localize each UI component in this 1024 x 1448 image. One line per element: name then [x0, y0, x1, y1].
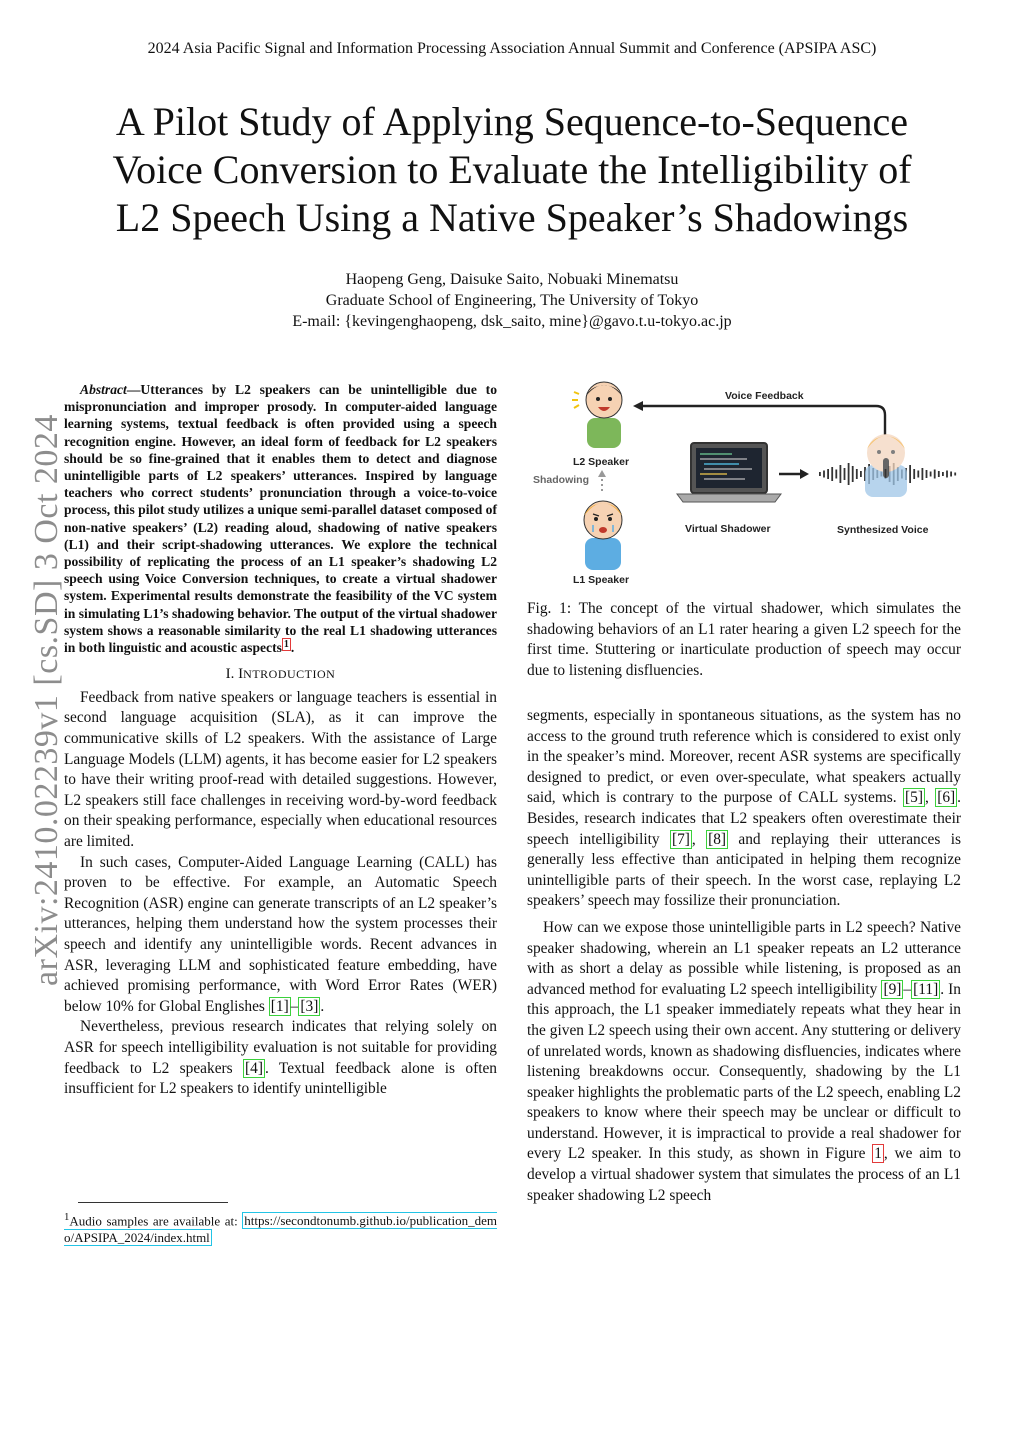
waveform-bar	[938, 471, 940, 477]
footnote-divider	[78, 1202, 228, 1203]
abstract-dash: —	[126, 382, 141, 397]
intro-paragraph-2: In such cases, Computer-Aided Language Learning (CALL) has proven to be effective. For example, an Automatic Speech Recognition (ASR) engine can generate transcripts of an L2 speaker’s utterances, helping them understand how the system processes their speech and identify any unintelligible words. Recent advances in ASR, leveraging LLM and sophisticated feature embedding, have achieved promising performance, with Word Error Rates (WER) below 10% for Global Englishes [1] – [3] .	[64, 853, 497, 1015]
arxiv-id: arXiv:2410.02239v1 [cs.SD] 3 Oct 2024	[28, 414, 65, 986]
author-block	[0, 269, 1024, 332]
section-heading-introduction: I. INTRODUCTION	[225, 666, 336, 683]
waveform-bar	[909, 465, 911, 483]
citation-link[interactable]: [4]	[245, 1059, 263, 1077]
left-column	[64, 381, 497, 1100]
waveform-bar	[860, 471, 862, 477]
fig-label-l2-speaker: L2 Speaker	[573, 456, 630, 468]
l2-speaker-illustration	[572, 382, 622, 448]
synthesized-voice-illustration	[865, 434, 907, 497]
conference-header: 2024 Asia Pacific Signal and Information Processing Association Annual Summit and Conference (APSIPA ASC)	[147, 40, 877, 57]
waveform-bar	[913, 469, 915, 479]
right-column	[527, 706, 961, 1206]
waveform-bar	[827, 469, 829, 479]
waveform-bar	[942, 472, 944, 476]
waveform-bar	[835, 470, 837, 479]
waveform-bar	[922, 468, 924, 480]
title-line-1: A Pilot Study of Applying Sequence-to-Sequence	[115, 99, 909, 144]
l1-speaker-illustration	[584, 501, 622, 570]
figure-1-diagram	[527, 370, 961, 590]
citation-link[interactable]: [9]	[883, 980, 902, 998]
figure-ref-link[interactable]: 1	[874, 1145, 882, 1163]
citation-link[interactable]: [8]	[708, 830, 727, 848]
waveform-bar	[946, 471, 948, 478]
abstract: Abstract—Utterances by L2 speakers can be unintelligible due to mispronunciation and improper prosody. In computer-aided language learning systems, textual feedback is often provided using a speech recognition engine. However, an ideal form of feedback for L2 speakers should be so fine-grained that it enables them to detect and diagnose unintelligible parts of L2 speakers’ utterances. Inspired by language teachers who correct students’ pronunciation through a voice-to-voice process, this pilot study utilizes a unique semi-parallel dataset composed of non-native speakers’ (L2) reading aloud, shadowing of native speakers (L1) and their script-shadowing utterances. We explore the technical possibility of replicating the process of an L1 speaker’s shadowing L2 speech using Voice Conversion techniques, to create a virtual shadower system. Experimental results demonstrate the feasibility of the VC system in simulating L1’s shadowing behavior. The output of the virtual shadower system shows a reasonable similarity to the real L1 shadowing utterances in both linguistic and acoustic aspects $^1$ .	[64, 382, 497, 656]
fig-label-l1-speaker: L1 Speaker	[573, 574, 630, 586]
author-email: E-mail: {kevingenghaopeng, dsk_saito, mine}@gavo.t.u-tokyo.ac.jp	[292, 313, 732, 330]
waveform-bar	[840, 465, 842, 483]
waveform-bar	[917, 471, 919, 478]
waveform-bar	[926, 470, 928, 478]
citation-link[interactable]: [1]	[270, 997, 289, 1015]
citation-link[interactable]: [6]	[937, 789, 956, 807]
citation-link[interactable]: [3]	[300, 997, 319, 1015]
author-affiliation: Graduate School of Engineering, The University of Tokyo	[325, 292, 699, 309]
waveform-bar	[823, 471, 825, 478]
laptop-icon	[677, 443, 781, 502]
footnote-ref-link[interactable]: 1	[283, 638, 289, 650]
waveform-bar	[954, 473, 956, 476]
fig-label-synthesized-voice: Synthesized Voice	[837, 524, 929, 536]
figure-1-caption: Fig. 1: The concept of the virtual shadower, which simulates the shadowing behaviors of an L1 rater hearing a given L2 speech for the first time. Stuttering or inarticulate production of speech may occur due to listening disfluencies.	[527, 600, 961, 679]
output-arrow	[779, 469, 809, 479]
shadowing-arrow	[598, 470, 606, 492]
citation-link[interactable]: [5]	[905, 789, 923, 807]
intro-paragraph-3: Nevertheless, previous research indicates that relying solely on ASR for speech intelligibility evaluation is not suitable for providing feedback to L2 speakers [4] . Textual feedback alone is often insufficient for L2 speakers to identify unintelligible	[64, 1018, 497, 1098]
right-paragraph-2: How can we expose those unintelligible parts in L2 speech? Native speaker shadowing, wherein an L1 speaker repeats an L2 utterance with as short a delay as possible while listening, is proposed as an advanced method for evaluating L2 speech intelligibility [9] – [11] . In this approach, the L1 speaker immediately repeats what they hear in the given L2 speech using their own accent. Any stuttering or delivery of unrelated words, known as shadowing disfluencies, indicates where listening breakdowns occur. Consequently, shadowing by the L1 speaker highlights the problematic parts of the L2 speech, enabling L2 speakers to know where their speech may be unclear or difficult to understand. However, it is impractical to provide a real shadower for every L2 speaker. In this study, as shown in Figure 1 , we aim to develop a virtual shadower system that simulates the process of an L1 speaker shadowing L2 speech	[527, 918, 962, 1204]
waveform-bar	[831, 467, 833, 481]
title-line-3: L2 Speech Using a Native Speaker’s Shadowings	[115, 195, 909, 240]
waveform-bar	[950, 472, 952, 477]
figure-1	[527, 370, 961, 590]
title-line-2: Voice Conversion to Evaluate the Intelligibility of	[112, 147, 912, 192]
waveform-bar	[934, 470, 936, 479]
paper-title	[60, 98, 964, 242]
footnote-mark: 1	[64, 1211, 70, 1223]
citation-link[interactable]: [7]	[671, 830, 690, 848]
waveform-bar	[844, 468, 846, 480]
fig-label-shadowing: Shadowing	[533, 474, 589, 486]
audio-samples-link[interactable]: https://secondtonumb.github.io/publication_demo/APSIPA_2024/index.html	[64, 1213, 497, 1246]
waveform-bar	[819, 472, 821, 476]
waveform-bar	[856, 469, 858, 479]
right-paragraph-1: segments, especially in spontaneous situations, as the system has no access to the ground truth reference which is considered to exist only in the speaker’s mind. Moreover, recent ASR systems are specifically designed to predict, or even over-speculate, what speakers actually said, which is contrary to the purpose of CALL systems. [5] , [6] . Besides, research indicates that L2 speakers often overestimate their speech intelligibility [7] , [8] and replaying their utterances is generally less effective than anticipated in helping them recognize unintelligible parts of their speech. In the worst case, replaying L2 speakers’ speech may fossilize their pronunciation.	[527, 707, 961, 910]
abstract-label: Abstract	[80, 382, 127, 397]
intro-paragraph-1: Feedback from native speakers or language teachers is essential in second language acquisition (SLA), as it can improve the communicative skills of L2 speakers. With the assistance of Large Language Models (LLM) agents, it has become easier for L2 speakers to have their writing proof-read with detailed suggestions. However, L2 speakers still face challenges in receiving word-by-word feedback on their speaking performance, especially when educational resources are limited.	[64, 688, 497, 850]
voice-feedback-arrow	[633, 401, 885, 435]
waveform-bar	[930, 472, 932, 477]
fig-label-virtual-shadower: Virtual Shadower	[685, 523, 771, 535]
waveform-bar	[848, 463, 850, 485]
author-names: Haopeng Geng, Daisuke Saito, Nobuaki Minematsu	[345, 271, 679, 288]
abstract-text: Utterances by L2 speakers can be unintelligible due to mispronunciation and improper prosody. In computer-aided language learning systems, textual feedback is often provided using a speech recognition engine. However, an ideal form of feedback for L2 speakers should be so fine-grained that it enables them to detect and diagnose unintelligible parts of L2 speakers’ utterances. Inspired by language teachers who correct students’ pronunciation through a voice-to-voice process, this pilot study utilizes a unique semi-parallel dataset composed of non-native speakers’ (L2) reading aloud, shadowing of native speakers (L1) and their script-shadowing utterances. We explore the technical possibility of replicating the process of an L1 speaker’s shadowing L2 speech using Voice Conversion techniques, to create a virtual shadower system. Experimental results demonstrate the feasibility of the VC system in simulating L1’s shadowing behavior. The output of the virtual shadower system shows a reasonable similarity to the real L1 shadowing utterances in both linguistic and acoustic aspects	[64, 382, 497, 656]
waveform-bar	[852, 466, 854, 482]
footnote: $^1$Audio samples are available at: https://secondtonumb.github.io/publication_demo/APSIPA_2024/index.html	[64, 1211, 497, 1246]
citation-link[interactable]: [11]	[913, 980, 939, 998]
fig-label-voice-feedback: Voice Feedback	[725, 390, 804, 402]
